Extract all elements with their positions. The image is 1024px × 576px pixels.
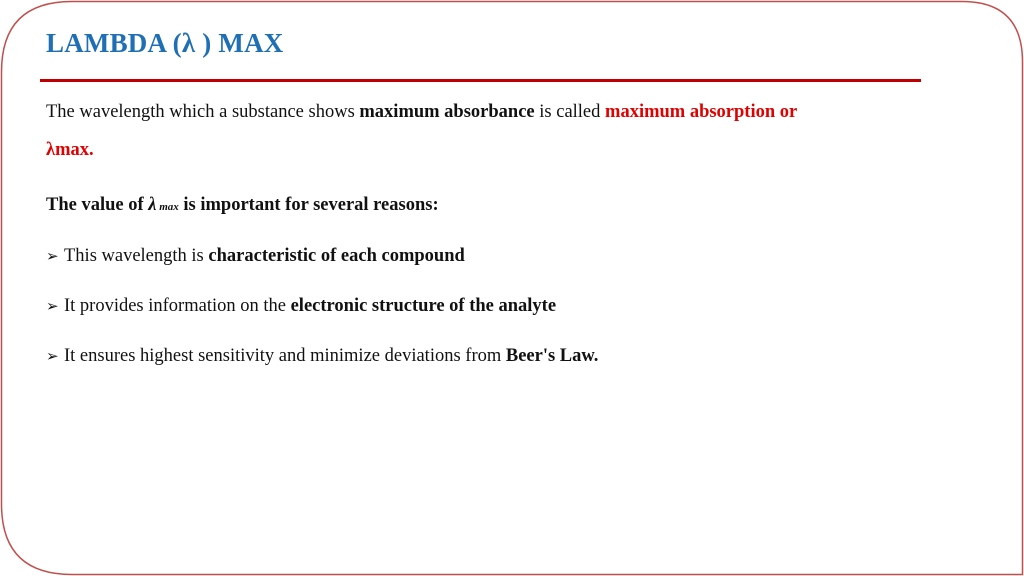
lambda-subscript: max (156, 201, 179, 213)
bullet-text: This wavelength is (64, 246, 209, 266)
bullet-item-2 (46, 296, 556, 317)
bullet-text: It ensures highest sensitivity and minimize deviations from (64, 346, 506, 366)
reasons-text-2: is important for several reasons: (178, 195, 439, 215)
bullet-bold: Beer's Law. (505, 346, 599, 366)
definition-text-1: The wavelength which a substance shows (46, 102, 360, 122)
bullet-item-1 (46, 246, 465, 267)
title-divider (40, 79, 921, 82)
arrow-bullet-icon: ➢ (46, 347, 59, 365)
bullet-bold: characteristic of each compound (208, 246, 465, 266)
reasons-heading (46, 195, 439, 216)
bullet-text: It provides information on the (64, 296, 291, 316)
slide-title: LAMBDA (λ ) MAX (46, 28, 284, 58)
definition-text-2: is called (534, 102, 606, 122)
definition-bold-term: maximum absorbance (359, 102, 535, 122)
definition-red-term: maximum absorption or λmax. (46, 102, 797, 160)
arrow-bullet-icon: ➢ (46, 297, 59, 315)
bullet-bold: electronic structure of the analyte (290, 296, 557, 316)
lambda-symbol: λ (148, 195, 157, 215)
definition-paragraph (46, 93, 846, 169)
arrow-bullet-icon: ➢ (46, 247, 59, 265)
reasons-text-1: The value of (46, 195, 149, 215)
bullet-item-3 (46, 346, 598, 367)
